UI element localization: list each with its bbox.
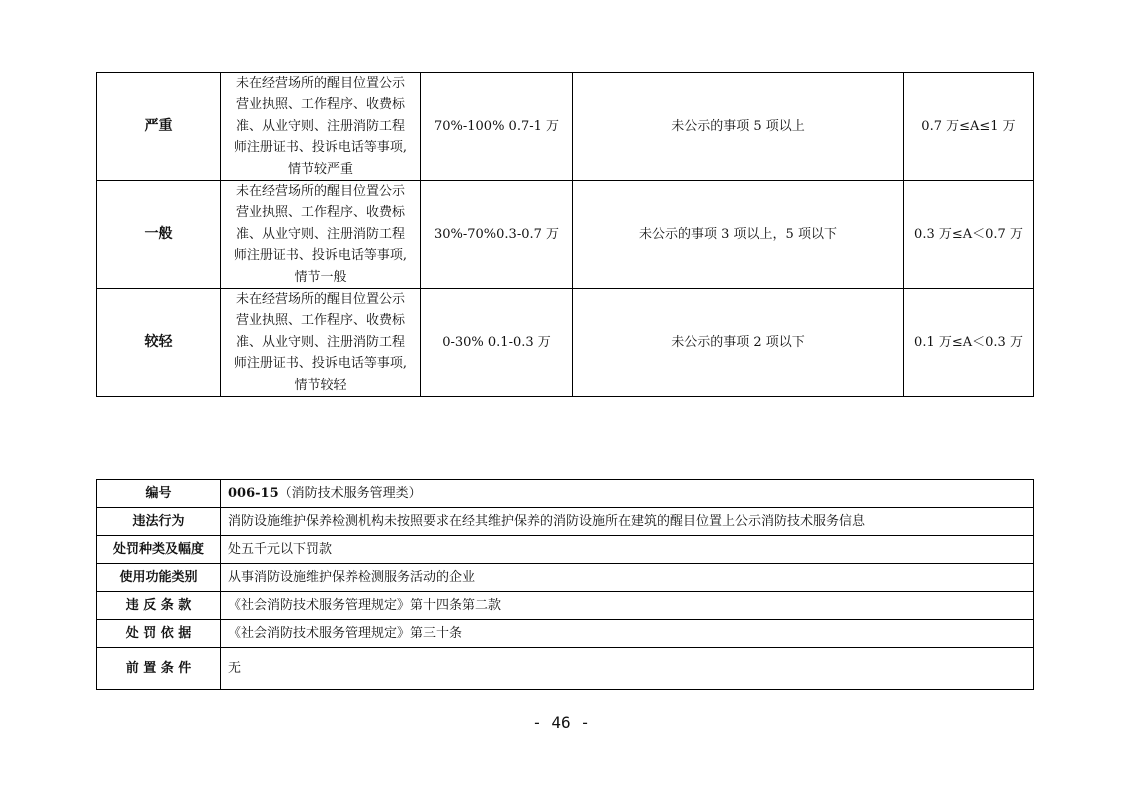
description-line: 准、从业守则、注册消防工程 <box>235 226 405 242</box>
severity-level: 较轻 <box>97 289 221 397</box>
description-line: 师注册证书、投诉电话等事项, <box>233 248 408 264</box>
discretion-standard: 未公示的事项 5 项以上 <box>573 73 904 181</box>
number-value <box>221 480 1034 508</box>
number-code: 006-15 <box>228 486 279 501</box>
discretion-standard: 未公示的事项 3 项以上，5 项以下 <box>573 181 904 289</box>
description-line: 营业执照、工作程序、收费标 <box>235 97 405 113</box>
penalty-type-label: 处罚种类及幅度 <box>97 536 221 564</box>
precondition-label: 前 置 条 件 <box>97 648 221 690</box>
discretion-ratio: 70%-100% 0.7-1 万 <box>421 73 573 181</box>
number-category: （消防技术服务管理类） <box>278 486 422 501</box>
fine-range: 0.1 万≤A＜0.3 万 <box>904 289 1034 397</box>
description-line: 情节较轻 <box>294 377 347 393</box>
table-row <box>97 564 1034 592</box>
description-line: 情节一般 <box>294 269 347 285</box>
description-line: 未在经营场所的醒目位置公示 <box>235 76 405 91</box>
description-line: 未在经营场所的醒目位置公示 <box>235 292 405 308</box>
violation-value: 消防设施维护保养检测机构未按照要求在经其维护保养的消防设施所在建筑的醒目位置上公示消防技术服务信息 <box>221 508 1034 536</box>
table-row <box>97 508 1034 536</box>
function-category-label: 使用功能类别 <box>97 564 221 592</box>
table-row <box>97 289 1034 397</box>
table-row <box>97 73 1034 181</box>
severity-level: 严重 <box>97 73 221 181</box>
table-row <box>97 480 1034 508</box>
violation-label: 违法行为 <box>97 508 221 536</box>
penalty-basis-label: 处 罚 依 据 <box>97 620 221 648</box>
circumstance-description <box>221 289 421 397</box>
circumstance-description <box>221 73 421 181</box>
page-number: - 46 - <box>532 713 590 732</box>
table-row <box>97 648 1034 690</box>
discretion-ratio: 30%-70%0.3-0.7 万 <box>421 181 573 289</box>
table-row <box>97 592 1034 620</box>
violated-clause-value: 《社会消防技术服务管理规定》第十四条第二款 <box>221 592 1034 620</box>
table-row <box>97 181 1034 289</box>
fine-range: 0.3 万≤A＜0.7 万 <box>904 181 1034 289</box>
description-line: 师注册证书、投诉电话等事项, <box>233 140 408 156</box>
description-line: 准、从业守则、注册消防工程 <box>235 334 405 350</box>
number-label: 编号 <box>97 480 221 508</box>
penalty-grade-table <box>96 72 1034 397</box>
description-line: 情节较严重 <box>287 161 353 177</box>
precondition-value: 无 <box>221 648 1034 690</box>
violated-clause-label: 违 反 条 款 <box>97 592 221 620</box>
fine-range: 0.7 万≤A≤1 万 <box>904 73 1034 181</box>
discretion-ratio: 0-30% 0.1-0.3 万 <box>421 289 573 397</box>
description-line: 未在经营场所的醒目位置公示 <box>235 184 405 200</box>
violation-info-table <box>96 479 1034 690</box>
table-row <box>97 620 1034 648</box>
penalty-basis-value: 《社会消防技术服务管理规定》第三十条 <box>221 620 1034 648</box>
description-line: 营业执照、工作程序、收费标 <box>235 205 405 221</box>
table-row <box>97 536 1034 564</box>
penalty-type-value: 处五千元以下罚款 <box>221 536 1034 564</box>
circumstance-description <box>221 181 421 289</box>
description-line: 准、从业守则、注册消防工程 <box>235 118 405 134</box>
severity-level: 一般 <box>97 181 221 289</box>
description-line: 营业执照、工作程序、收费标 <box>235 313 405 329</box>
discretion-standard: 未公示的事项 2 项以下 <box>573 289 904 397</box>
function-category-value: 从事消防设施维护保养检测服务活动的企业 <box>221 564 1034 592</box>
description-line: 师注册证书、投诉电话等事项, <box>233 356 408 372</box>
